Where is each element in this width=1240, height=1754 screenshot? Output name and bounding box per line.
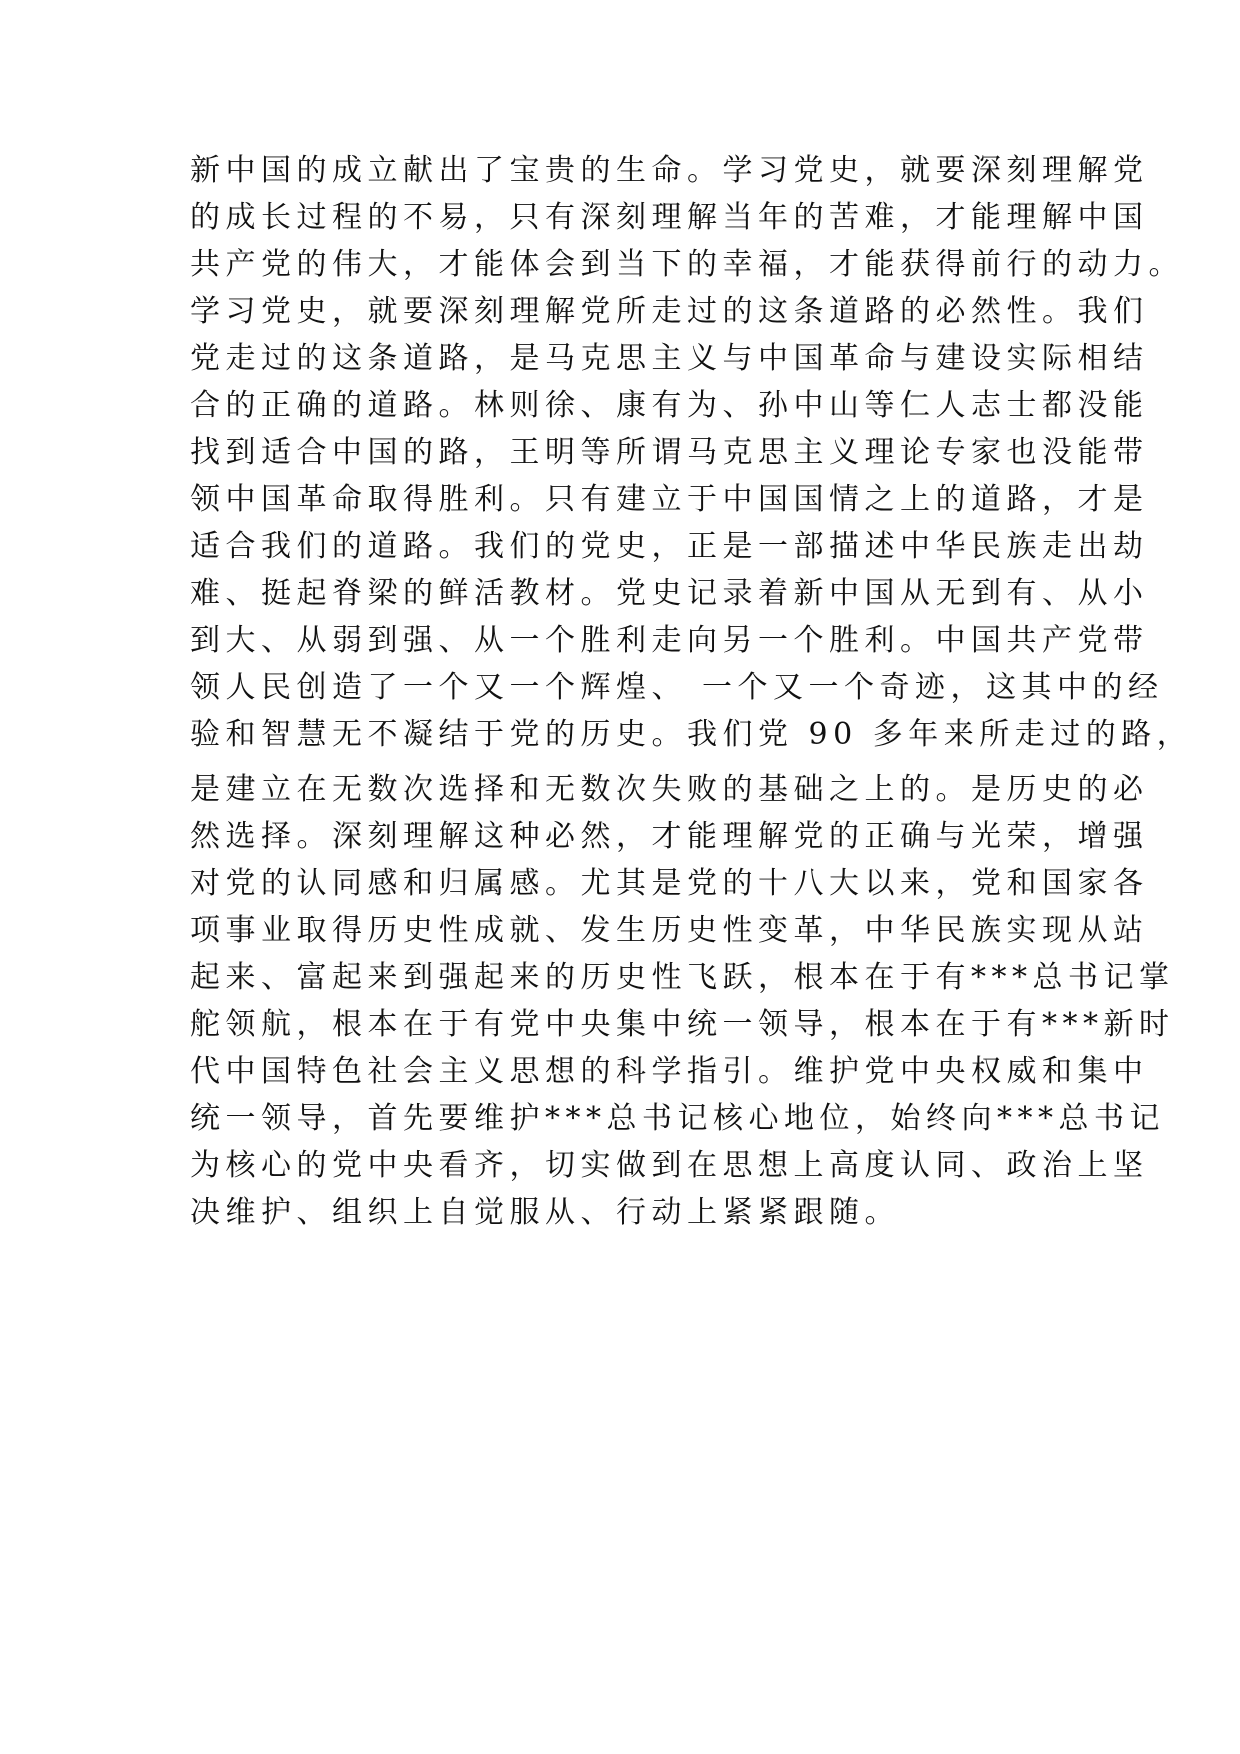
- text-line-17: 项事业取得历史性成就、发生历史性变革，中华民族实现从站: [190, 913, 1149, 948]
- text-line-23: 决维护、组织上自觉服从、行动上紧紧跟随。: [190, 1195, 900, 1230]
- body-text: [190, 147, 1193, 1236]
- text-line-19: 舵领航，根本在于有党中央集中统一领导，根本在于有***新时: [190, 1007, 1175, 1042]
- text-line-10: 难、挺起脊梁的鲜活教材。党史记录着新中国从无到有、从小: [190, 576, 1149, 611]
- text-line-14: 是建立在无数次选择和无数次失败的基础之上的。是历史的必: [190, 772, 1149, 807]
- text-line-4: 学习党史，就要深刻理解党所走过的这条道路的必然性。我们: [190, 294, 1149, 329]
- text-line-3: 共产党的伟大，才能体会到当下的幸福，才能获得前行的动力。: [190, 247, 1184, 282]
- text-line-7: 找到适合中国的路，王明等所谓马克思主义理论专家也没能带: [190, 435, 1149, 470]
- text-line-8: 领中国革命取得胜利。只有建立于中国国情之上的道路，才是: [190, 482, 1149, 517]
- text-line-21: 统一领导，首先要维护***总书记核心地位，始终向***总书记: [190, 1101, 1165, 1136]
- text-line-6: 合的正确的道路。林则徐、康有为、孙中山等仁人志士都没能: [190, 388, 1149, 423]
- text-line-15: 然选择。深刻理解这种必然，才能理解党的正确与光荣，增强: [190, 819, 1149, 854]
- text-line-2: 的成长过程的不易，只有深刻理解当年的苦难，才能理解中国: [190, 200, 1149, 235]
- text-line-18: 起来、富起来到强起来的历史性飞跃，根本在于有***总书记掌: [190, 960, 1175, 995]
- text-line-12: 领人民创造了一个又一个辉煌、 一个又一个奇迹，这其中的经: [190, 670, 1164, 705]
- text-line-13: 验和智慧无不凝结于党的历史。我们党 90 多年来所走过的路，: [190, 717, 1193, 752]
- text-line-22: 为核心的党中央看齐，切实做到在思想上高度认同、政治上坚: [190, 1148, 1149, 1183]
- text-line-16: 对党的认同感和归属感。尤其是党的十八大以来，党和国家各: [190, 866, 1149, 901]
- text-line-9: 适合我们的道路。我们的党史，正是一部描述中华民族走出劫: [190, 529, 1149, 564]
- text-line-1: 新中国的成立献出了宝贵的生命。学习党史，就要深刻理解党: [190, 153, 1149, 188]
- text-line-5: 党走过的这条道路，是马克思主义与中国革命与建设实际相结: [190, 341, 1149, 376]
- text-line-11: 到大、从弱到强、从一个胜利走向另一个胜利。中国共产党带: [190, 623, 1149, 658]
- text-line-20: 代中国特色社会主义思想的科学指引。维护党中央权威和集中: [190, 1054, 1149, 1089]
